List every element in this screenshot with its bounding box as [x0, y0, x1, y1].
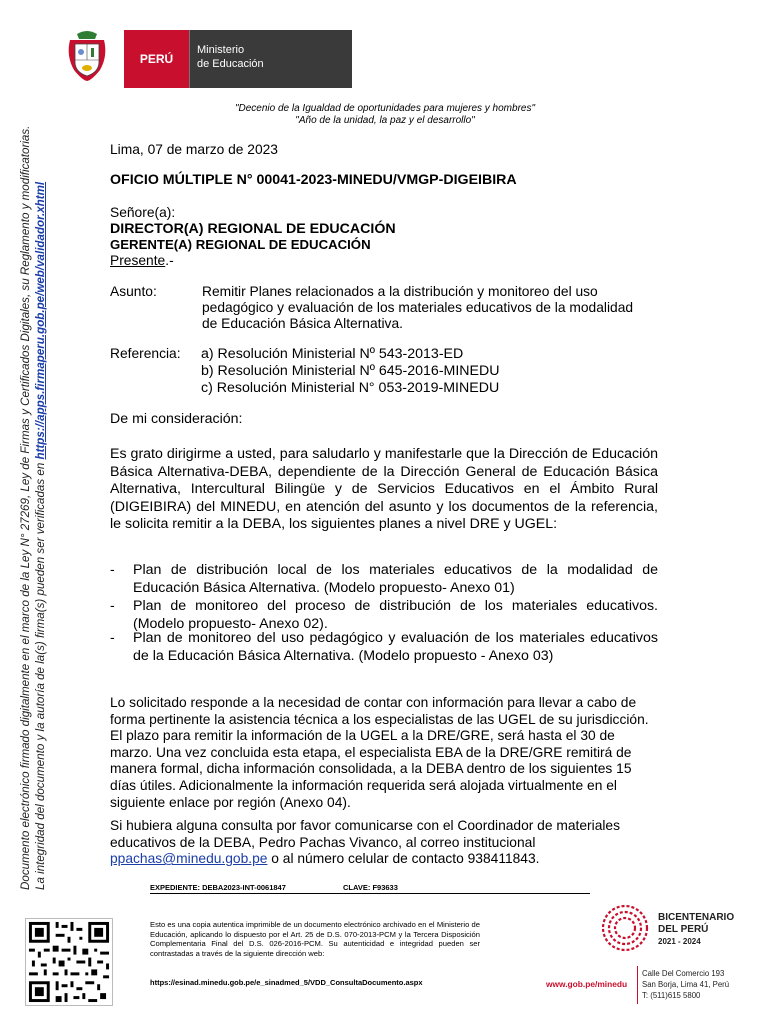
bicentenario-logo [600, 903, 650, 953]
referencia-item: c) Resolución Ministerial N° 053-2019-MINEDU [201, 380, 500, 396]
ministry-brand [189, 30, 352, 88]
verification-url[interactable]: https://esinad.minedu.gob.pe/e_sinadmed_5/VDD_ConsultaDocumento.aspx [150, 978, 423, 987]
bullet-text: Plan de monitoreo del proceso de distribución de los materiales educativos. (Modelo propuesto- Anexo 02). [133, 598, 658, 632]
presente [110, 253, 174, 269]
oficio-number: OFICIO MÚLTIPLE N° 00041-2023-MINEDU/VMGP-DIGEIBIRA [110, 172, 517, 188]
motto-line2: "Año de la unidad, la paz y el desarrollo" [295, 115, 475, 126]
consideracion: De mi consideración: [110, 411, 243, 427]
bullet-text: Plan de monitoreo del uso pedagógico y evaluación de los materiales educativos de la Educación Básica Alternativa. (Modelo propuesto - Anexo 03) [133, 630, 658, 664]
signature-notice-line1: Documento electrónico firmado digitalmente en el marco de la Ley N° 27269, Ley de Firmas y Certificados Digitales, su Reglamento y modificatorias. [19, 125, 32, 890]
paragraph-2: Lo solicitado responde a la necesidad de contar con información para llevar a cabo de forma pertinente la asistencia técnica a los especialistas de las UGEL de su jurisdicción. El plazo para remitir la información de la UGEL a la DRE/GRE, será hasta el 30 de marzo. Una vez concluida esta etapa, el especialista EBA de la DRE/GRE remitirá de manera formal, dicha información consolidada, a la DEBA dentro de los siguientes 15 días útiles. Adicionalmente la información requerida será alojada virtualmente en el siguiente enlace por región (Anexo 04). [110, 695, 649, 810]
bicentenario-title: BICENTENARIO [658, 912, 735, 923]
motto-line1: "Decenio de la Igualdad de oportunidades para mujeres y hombres" [234, 103, 536, 114]
address-line: Calle Del Comercio 193 [642, 969, 725, 978]
bullet-dash: - [110, 598, 115, 614]
expediente: EXPEDIENTE: DEBA2023-INT-0061847 [150, 883, 286, 892]
address-divider [637, 966, 638, 1004]
referencia-list [201, 346, 500, 397]
coat-of-arms-logo [62, 26, 112, 82]
salutation: Señore(a): [110, 205, 176, 220]
asunto-label: Asunto: [110, 284, 157, 299]
presente-suffix: .- [165, 253, 174, 268]
authenticity-note: Esto es una copia autentica imprimible de un documento electrónico archivado en el Ministerio de Educación, aplicando lo dispuesto por el Art. 25 de D.S. 070-2013-PCM y la Tercera Disposición Complementaria Final del D.S. 026-2016-PCM. Su autenticidad e integridad pueden ser contrastadas a través de la siguiente dirección web: [150, 920, 480, 959]
address-phone: T: (511)615 5800 [642, 991, 701, 1000]
bullet-text: Plan de distribución local de los materiales educativos de la modalidad de Educación Básica Alternativa. (Modelo propuesto- Anexo 01) [133, 562, 658, 596]
signature-notice-line2 [33, 126, 48, 890]
digital-signature-notice [18, 126, 48, 890]
letter-date: Lima, 07 de marzo de 2023 [110, 142, 278, 157]
footer-divider [150, 893, 590, 894]
paragraph-1: Es grato dirigirme a usted, para saludarlo y manifestarle que la Dirección de Educación Básica Alternativa-DEBA, dependiente de la Dirección General de Educación Básica Alternativa, Intercultural Bilingüe y de Servicios Educativos en el Ámbito Rural (DIGEIBIRA) del MINEDU, en atención del asunto y los documentos de la referencia, le solicita remitir a la DEBA, los siguientes planes a nivel DRE y UGEL: [110, 446, 658, 532]
bicentenario-years: 2021 - 2024 [658, 937, 701, 946]
recipient-director: DIRECTOR(A) REGIONAL DE EDUCACIÓN [110, 221, 396, 237]
signature-notice-text: La integridad del documento y la autoría de la(s) firma(s) pueden ser verificadas en [34, 459, 47, 890]
asunto-text: Remitir Planes relacionados a la distribución y monitoreo del uso pedagógico y evaluación de los materiales educativos de la modalidad de Educación Básica Alternativa. [202, 284, 634, 331]
ministry-line2: de Educación [197, 58, 264, 70]
peru-brand: PERÚ [124, 30, 189, 88]
motto [150, 103, 620, 127]
referencia-item: b) Resolución Ministerial Nº 645-2016-MINEDU [201, 363, 500, 379]
email-link[interactable]: ppachas@minedu.gob.pe [110, 851, 268, 867]
bullet-dash: - [110, 630, 115, 646]
clave: CLAVE: F93633 [343, 883, 398, 892]
referencia-label: Referencia: [110, 346, 181, 361]
address [642, 968, 729, 1001]
paragraph-3-text: Si hubiera alguna consulta por favor comunicarse con el Coordinador de materiales educativos de la DEBA, Pedro Pachas Vivanco, al correo institucional [110, 818, 621, 850]
bullet-dash: - [110, 562, 115, 578]
paragraph-3 [110, 818, 658, 868]
paragraph-3-tail: o al número celular de contacto 938411843. [267, 851, 540, 867]
validator-link[interactable]: https://apps.firmaperu.gob.pe/web/validador.xhtml [34, 181, 47, 460]
address-line: San Borja, Lima 41, Perú [642, 980, 730, 989]
referencia-item: a) Resolución Ministerial Nº 543-2013-ED [201, 346, 464, 362]
recipient-gerente: GERENTE(A) REGIONAL DE EDUCACIÓN [110, 237, 371, 252]
bicentenario-subtitle: DEL PERÚ [658, 924, 709, 935]
gob-link[interactable]: www.gob.pe/minedu [546, 979, 628, 989]
qr-code [25, 918, 113, 1006]
presente-word: Presente [110, 253, 166, 268]
ministry-line1: Ministerio [197, 44, 245, 56]
